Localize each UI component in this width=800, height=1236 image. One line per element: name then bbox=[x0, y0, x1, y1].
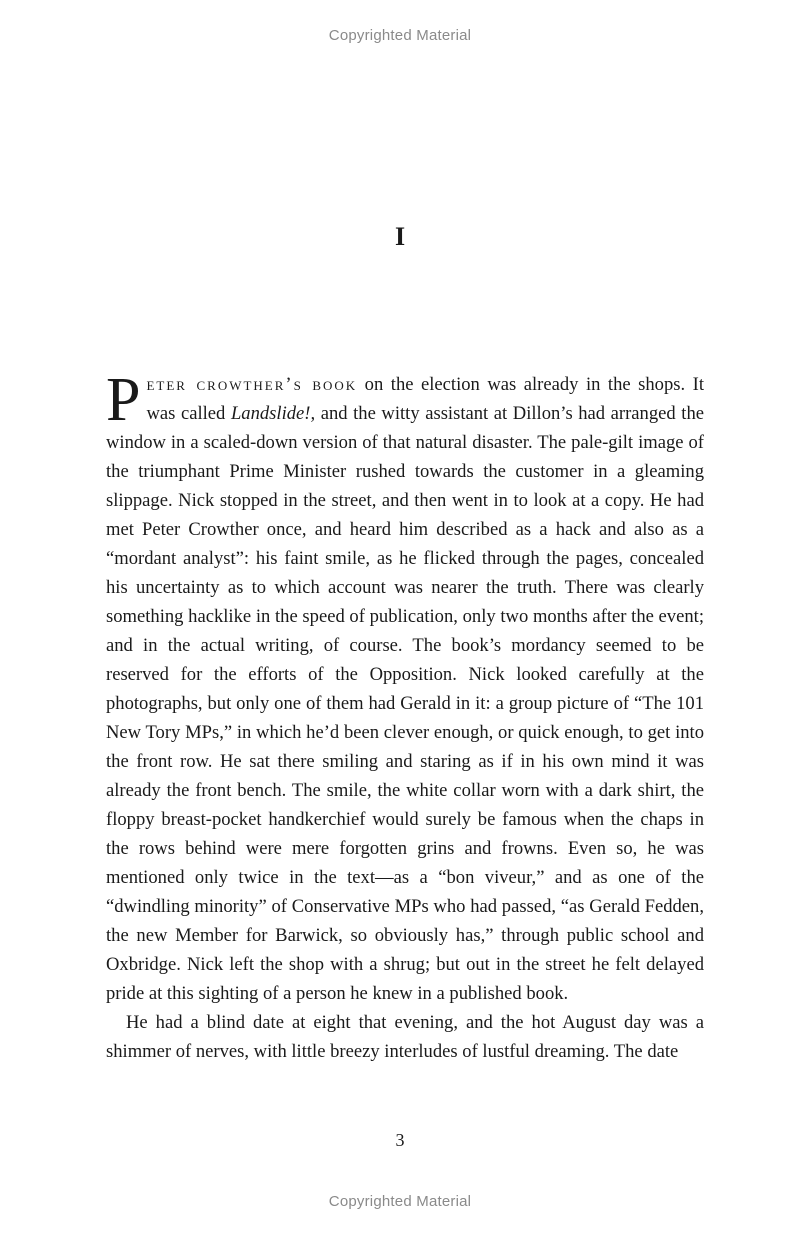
paragraph-opening bbox=[106, 366, 705, 1008]
page-number: 3 bbox=[395, 1130, 405, 1150]
copyright-watermark-top: Copyrighted Material bbox=[328, 27, 472, 44]
paragraph-text-segment: and the witty assistant at Dillon’s had arranged the window in a scaled-down version of that natural disaster. The pale-gilt image of the triumphant Prime Minister rushed towards the customer in a gleaming slippage. Nick stopped in the street, and then went in to look at a copy. He had met Peter Crowther once, and heard him described as a hack and also as a “mordant analyst”: his faint smile, as he flicked through the pages, concealed his uncertainty as to which account was nearer the truth. There was clearly something hacklike in the speed of publication, only two months after the event; and in the actual writing, of course. The book’s mordancy seemed to be reserved for the efforts of the Opposition. Nick looked carefully at the photographs, but only one of them had Gerald in it: a group picture of “The 101 New Tory MPs,” in which he’d been clever enough, or quick enough, to get into the front row. He sat there smiling and staring as if in his own mind it was already the front bench. The smile, the white collar worn with a dark shirt, the floppy breast-pocket handkerchief would surely be famous when the chaps in the rows behind were mere forgotten grins and frowns. Even so, he was mentioned only twice in the text—as a “bon viveur,” and as one of the “dwindling minority” of Conservative MPs who had passed, “as Gerald Fedden, the new Member for Barwick, so obviously has,” through public school and Oxbridge. Nick left the shop with a shrug; but out in the street he felt delayed pride at this sighting of a person he knew in a published book. bbox=[106, 403, 704, 1004]
opening-smallcaps: eter crowther’s book bbox=[146, 374, 358, 395]
body-text bbox=[106, 366, 705, 1066]
book-title: Landslide!, bbox=[230, 403, 316, 424]
drop-cap: P bbox=[106, 366, 141, 434]
paragraph-text-segment: on the election was already in the shops. It was called bbox=[146, 374, 705, 424]
copyright-watermark-bottom: Copyrighted Material bbox=[328, 1193, 472, 1210]
chapter-number: I bbox=[394, 222, 406, 251]
paragraph-second: He had a blind date at eight that evening, and the hot August day was a shimmer of nerves, with little breezy interludes of lustful dreaming. The date bbox=[106, 1012, 704, 1062]
